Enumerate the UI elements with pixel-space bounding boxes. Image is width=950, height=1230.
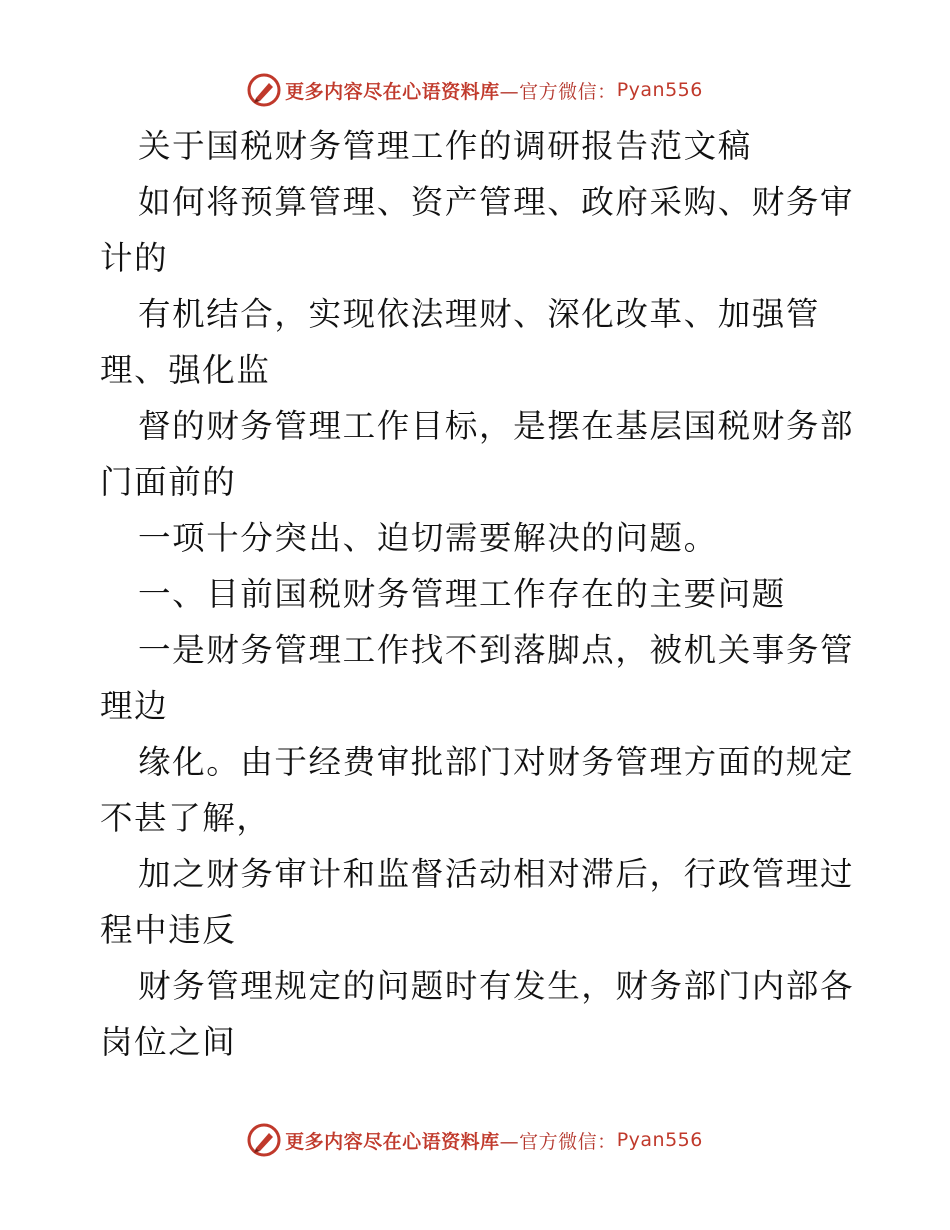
- document-body: [100, 118, 860, 1070]
- pen-logo-icon: [247, 1123, 281, 1157]
- paragraph-line: 加之财务审计和监督活动相对滞后，行政管理过程中违反: [100, 855, 855, 949]
- document-title: 关于国税财务管理工作的调研报告范文稿: [138, 127, 752, 165]
- banner-wechat-id: Pyan556: [616, 79, 703, 101]
- paragraph-line: 财务管理规定的问题时有发生，财务部门内部各岗位之间: [100, 967, 855, 1061]
- banner-wechat-label: —官方微信：: [499, 80, 617, 103]
- header-watermark: [0, 68, 950, 112]
- paragraph-line: 如何将预算管理、资产管理、政府采购、财务审计的: [100, 183, 855, 277]
- paragraph-line: 一是财务管理工作找不到落脚点，被机关事务管理边: [100, 631, 855, 725]
- banner-library-text: 更多内容尽在心语资料库: [285, 80, 500, 103]
- paragraph-line: 一项十分突出、迫切需要解决的问题。: [138, 519, 718, 557]
- banner-wechat-label: —官方微信：: [499, 1130, 617, 1153]
- banner-wechat-id: Pyan556: [616, 1129, 703, 1151]
- pen-logo-icon: [247, 73, 281, 107]
- paragraph-line: 督的财务管理工作目标，是摆在基层国税财务部门面前的: [100, 407, 855, 501]
- footer-watermark: [0, 1118, 950, 1162]
- section-heading: 一、目前国税财务管理工作存在的主要问题: [138, 575, 786, 613]
- paragraph-line: 缘化。由于经费审批部门对财务管理方面的规定不甚了解，: [100, 743, 855, 837]
- banner-library-text: 更多内容尽在心语资料库: [285, 1130, 500, 1153]
- paragraph-line: 有机结合，实现依法理财、深化改革、加强管理、强化监: [100, 295, 821, 389]
